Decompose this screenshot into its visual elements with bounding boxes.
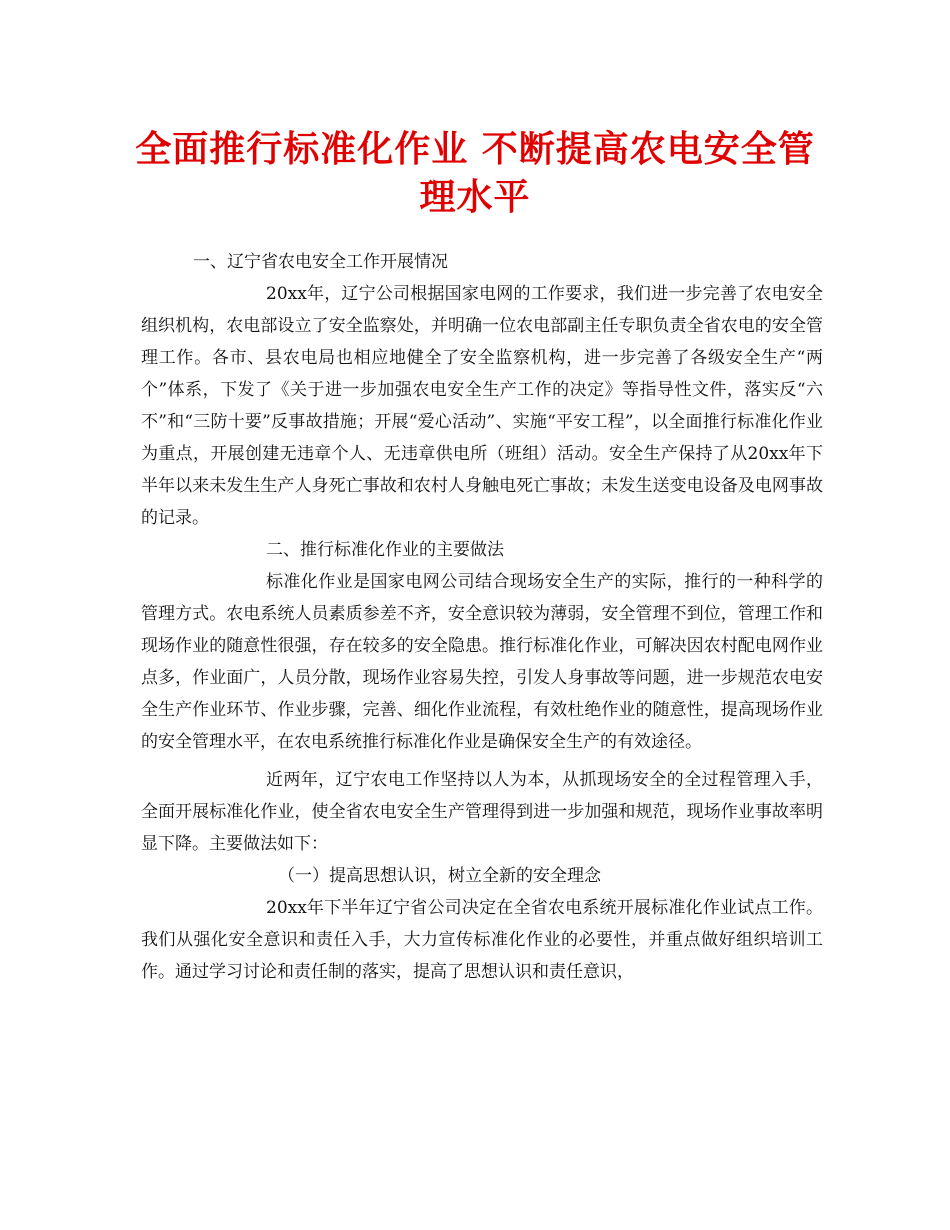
section-heading-2: 二、推行标准化作业的主要做法 — [266, 540, 504, 560]
paragraph-4: 20xx年下半年辽宁省公司决定在全省农电系统开展标准化作业试点工作。我们从强化安全意识和责任入手，大力宣传标准化作业的必要性，并重点做好组织培训工作。通过学习讨论和责任制的落实，提高了思想认识和责任意识， — [141, 898, 823, 982]
paragraph-3: 近两年，辽宁农电工作坚持以人为本，从抓现场安全的全过程管理入手，全面开展标准化作业，使全省农电安全生产管理得到进一步加强和规范，现场作业事故率明显下降。主要做法如下： — [141, 770, 823, 854]
subsection-heading-1: （一）提高思想认识，树立全新的安全理念 — [278, 866, 601, 886]
paragraph-1: 20xx年，辽宁公司根据国家电网的工作要求，我们进一步完善了农电安全组织机构，农电部设立了安全监察处，并明确一位农电部副主任专职负责全省农电的安全管理工作。各市、县农电局也相应地健全了安全监察机构，进一步完善了各级安全生产“两个”体系，下发了《关于进一步加强农电安全生产工作的决定》等指导性文件，落实反“六不”和“三防十要”反事故措施；开展“爱心活动”、实施“平安工程”，以全面推行标准化作业为重点，开展创建无违章个人、无违章供电所（班组）活动。安全生产保持了从20xx年下半年以来未发生生产人身死亡事故和农村人身触电死亡事故；未发生送变电设备及电网事故的记录。 — [141, 284, 823, 528]
section-heading-1: 一、辽宁省农电安全工作开展情况 — [193, 252, 448, 272]
paragraph-2: 标准化作业是国家电网公司结合现场安全生产的实际，推行的一种科学的管理方式。农电系统人员素质参差不齐，安全意识较为薄弱，安全管理不到位，管理工作和现场作业的随意性很强，存在较多的安全隐患。推行标准化作业，可解决因农村配电网作业点多，作业面广，人员分散，现场作业容易失控，引发人身事故等问题，进一步规范农电安全生产作业环节、作业步骤，完善、细化作业流程，有效杜绝作业的随意性，提高现场作业的安全管理水平，在农电系统推行标准化作业是确保安全生产的有效途径。 — [141, 572, 823, 752]
document-title: 全面推行标准化作业 不断提高农电安全管理水平 — [135, 129, 815, 218]
document-body — [141, 246, 823, 988]
